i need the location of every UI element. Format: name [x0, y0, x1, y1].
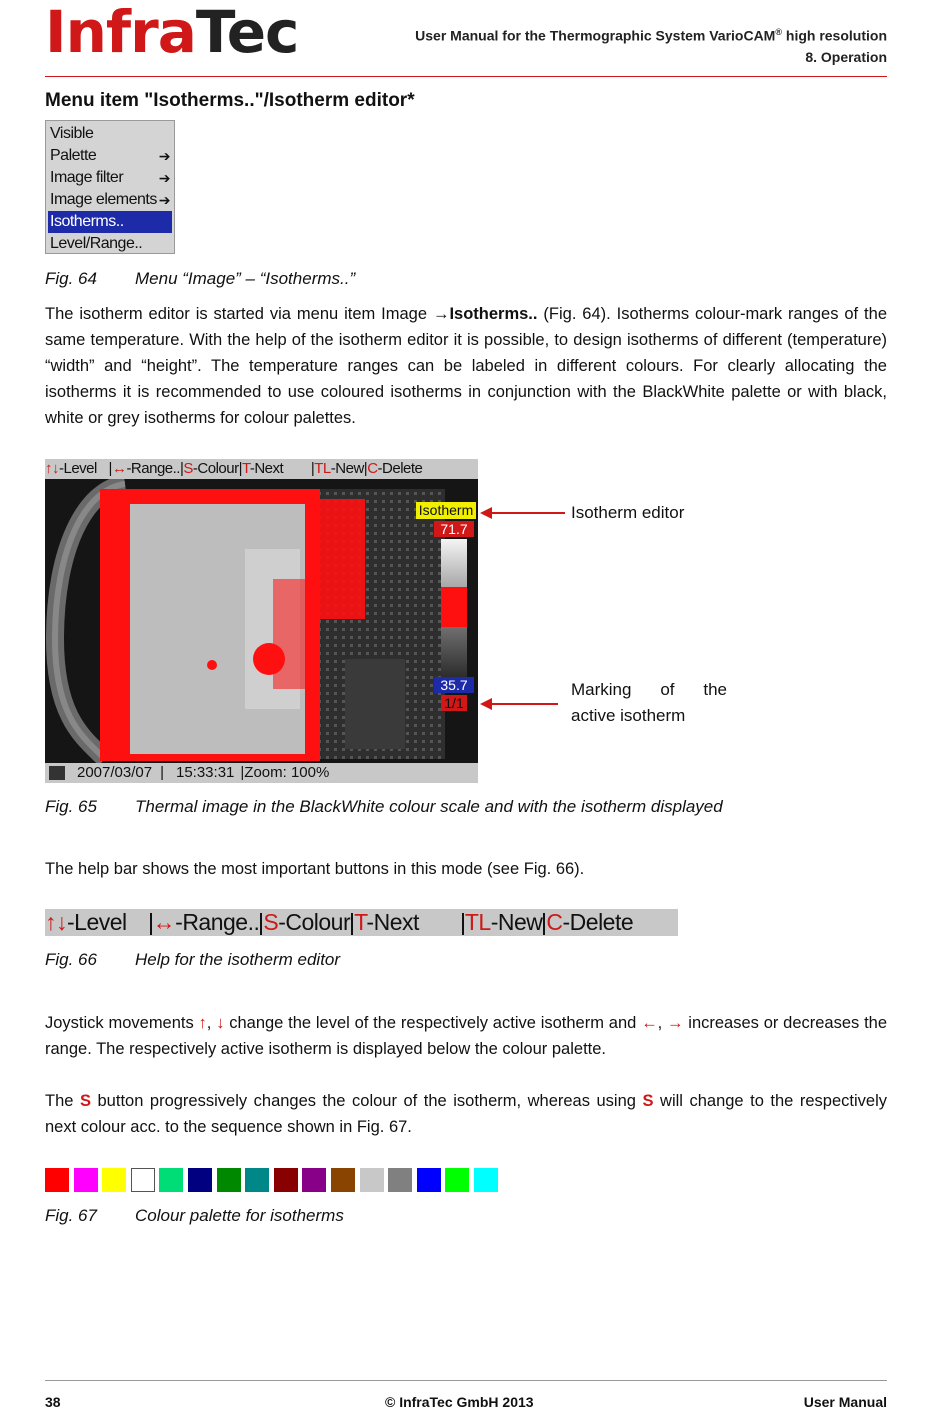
- thermal-scene: [45, 459, 478, 783]
- annotation-marking-line2: active isotherm: [571, 706, 686, 725]
- fig64-caption: Fig. 64 Menu “Image” – “Isotherms..”: [45, 269, 356, 288]
- document-type: User Manual: [803, 1394, 887, 1410]
- section-title: Menu item "Isotherms.."/Isotherm editor*: [45, 90, 415, 111]
- isotherm-help-bar: ↑↓-Level ↔-Range.. S-Colour T-Next TL-New C-Delete: [45, 909, 678, 936]
- paragraph-joystick: Joystick movements ↑, ↓ change the level of the respectively active isotherm and ←, → increases or decreases the range. The respectively active isotherm is displayed below the colour palette.: [45, 1014, 888, 1058]
- menu-item-image-filter[interactable]: Image filter ➔: [48, 167, 172, 189]
- logo-infra: Infra: [45, 0, 196, 66]
- copyright: © InfraTec GmbH 2013: [385, 1394, 534, 1410]
- status-time: 15:33:31: [175, 764, 235, 781]
- image-menu: [45, 120, 175, 254]
- status-date: 2007/03/07: [77, 764, 153, 781]
- level-arrows-icon: ↑↓: [45, 460, 59, 477]
- colour-swatch: [45, 1168, 69, 1192]
- thermal-help-bar: ↑↓-Level |↔-Range..|S-Colour|T-Next |TL-New|C-Delete: [45, 459, 478, 479]
- logo-tec: Tec: [195, 0, 299, 66]
- submenu-arrow-icon: ➔: [158, 148, 170, 164]
- colour-swatch: [245, 1168, 269, 1192]
- page-number: 38: [45, 1394, 61, 1410]
- submenu-arrow-icon: ➔: [158, 170, 170, 186]
- fig66-caption: Fig. 66 Help for the isotherm editor: [45, 950, 341, 969]
- footer-divider: [45, 1380, 887, 1381]
- colour-swatch: [74, 1168, 98, 1192]
- menu-item-isotherms[interactable]: Isotherms..: [48, 211, 172, 233]
- infratec-logo: [45, 0, 299, 66]
- colour-swatch: [188, 1168, 212, 1192]
- scale-bottom-value: 35.7: [434, 677, 474, 693]
- isotherm-label: Isotherm: [416, 502, 476, 519]
- isotherm-marking: 1/1: [441, 695, 467, 711]
- paragraph-intro: The isotherm editor is started via menu item Image →Isotherms.. (Fig. 64). Isotherms colour-mark ranges of the same temperature. With the help of the isotherm editor it is possible, to design isotherms of different (temperature) “width” and “height”. The temperature ranges can be labeled in different colours. For clearly allocating the isotherms it is recommended to use coloured isotherms in conjunction with the BlackWhite palette or with black, white or grey isotherms for colour palettes.: [45, 305, 887, 427]
- colour-swatch: [274, 1168, 298, 1192]
- colour-swatch: [131, 1168, 155, 1192]
- menu-item-image-elements[interactable]: Image elements ➔: [48, 189, 172, 211]
- status-zoom: Zoom: 100%: [244, 764, 330, 781]
- fig67-caption: Fig. 67 Colour palette for isotherms: [45, 1206, 344, 1225]
- colour-swatch: [474, 1168, 498, 1192]
- annotation-isotherm-editor: Isotherm editor: [571, 503, 685, 522]
- thermal-status-bar: 2007/03/07 | 15:33:31 |Zoom: 100%: [45, 763, 478, 783]
- colour-swatch: [102, 1168, 126, 1192]
- header-title: [415, 22, 887, 68]
- colour-swatch: [302, 1168, 326, 1192]
- colour-swatch: [445, 1168, 469, 1192]
- scale-top-value: 71.7: [434, 521, 474, 537]
- header-divider: [45, 76, 887, 77]
- save-disk-icon: [49, 766, 65, 780]
- active-isotherm-band: [441, 587, 467, 627]
- arrow-head-marking: [480, 698, 492, 710]
- arrow-right-icon: →: [666, 1014, 684, 1032]
- colour-swatch: [417, 1168, 441, 1192]
- paragraph-s-button: The S button progressively changes the colour of the isotherm, whereas using S will change to the respectively next colour acc. to the sequence shown in Fig. 67.: [45, 1092, 887, 1136]
- menu-item-palette[interactable]: Palette ➔: [48, 145, 172, 167]
- arrow-up-icon: ↑: [198, 1014, 207, 1032]
- header-line1: User Manual for the Thermographic System VarioCAM® high resolution: [415, 27, 887, 44]
- colour-swatch: [331, 1168, 355, 1192]
- fig65-caption: Fig. 65 Thermal image in the BlackWhite colour scale and with the isotherm displayed: [45, 797, 723, 816]
- thermal-image: [45, 459, 478, 783]
- colour-swatch: [217, 1168, 241, 1192]
- colour-swatch: [159, 1168, 183, 1192]
- annotation-marking-line1: Marking of the: [571, 680, 727, 699]
- annotation-line-marking: [490, 703, 558, 705]
- level-arrows-icon-large: ↑↓: [45, 909, 67, 935]
- annotation-line-editor: [490, 512, 565, 514]
- range-arrows-icon: ↔: [111, 460, 127, 477]
- arrow-down-icon: ↓: [216, 1014, 225, 1032]
- paragraph-help-bar: The help bar shows the most important buttons in this mode (see Fig. 66).: [45, 860, 585, 878]
- range-arrows-icon-large: ↔: [152, 909, 176, 935]
- submenu-arrow-icon: ➔: [158, 192, 170, 208]
- menu-item-level-range[interactable]: Level/Range..: [50, 235, 143, 252]
- menu-item-visible[interactable]: Visible: [50, 125, 94, 142]
- header-line2: 8. Operation: [805, 48, 887, 65]
- arrow-left-icon: ←: [641, 1014, 658, 1032]
- colour-swatch: [360, 1168, 384, 1192]
- colour-swatch: [388, 1168, 412, 1192]
- arrow-head-editor: [480, 507, 492, 519]
